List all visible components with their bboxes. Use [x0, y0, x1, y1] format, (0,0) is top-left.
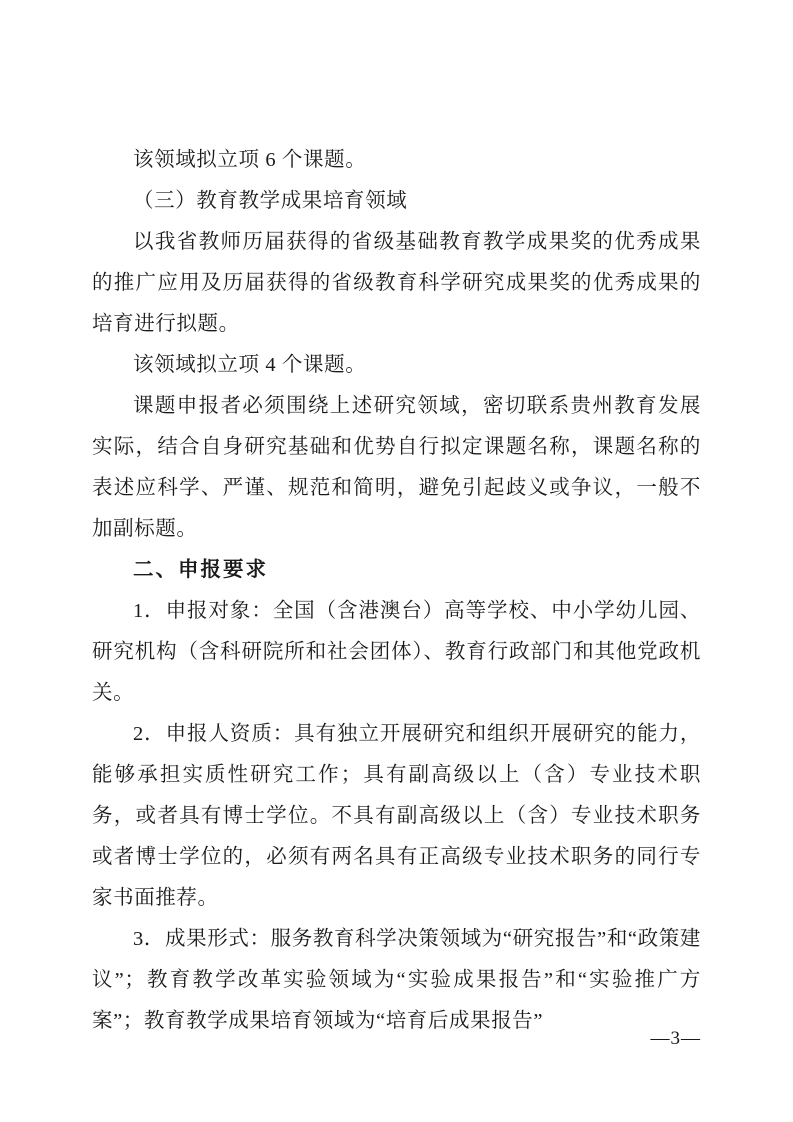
paragraph: 课题申报者必须围绕上述研究领域，密切联系贵州教育发展实际，结合自身研究基础和优势自行拟定课题名称，课题名称的表述应科学、严谨、规范和简明，避免引起歧义或争议，一般不加副标题。 [92, 395, 701, 540]
paragraph: （三）教育教学成果培育领域 [133, 190, 408, 212]
document-body [92, 140, 701, 1042]
section-heading: 二、申报要求 [133, 559, 268, 581]
paragraph: 3．成果形式：服务教育科学决策领域为“研究报告”和“政策建议”；教育教学改革实验领域为“实验成果报告”和“实验推广方案”；教育教学成果培育领域为“培育后成果报告” [92, 928, 701, 1032]
page-number: —3— [650, 1028, 701, 1049]
paragraph: 以我省教师历届获得的省级基础教育教学成果奖的优秀成果的推广应用及历届获得的省级教育科学研究成果奖的优秀成果的培育进行拟题。 [92, 231, 701, 335]
paragraph: 1．申报对象：全国（含港澳台）高等学校、中小学幼儿园、研究机构（含科研院所和社会团体）、教育行政部门和其他党政机关。 [92, 600, 701, 704]
paragraph: 2．申报人资质：具有独立开展研究和组织开展研究的能力，能够承担实质性研究工作；具有副高级以上（含）专业技术职务，或者具有博士学位。不具有副高级以上（含）专业技术职务或者博士学位的，必须有两名具有正高级专业技术职务的同行专家书面推荐。 [92, 723, 701, 909]
paragraph: 该领域拟立项 6 个课题。 [133, 149, 367, 171]
paragraph: 该领域拟立项 4 个课题。 [133, 354, 367, 376]
